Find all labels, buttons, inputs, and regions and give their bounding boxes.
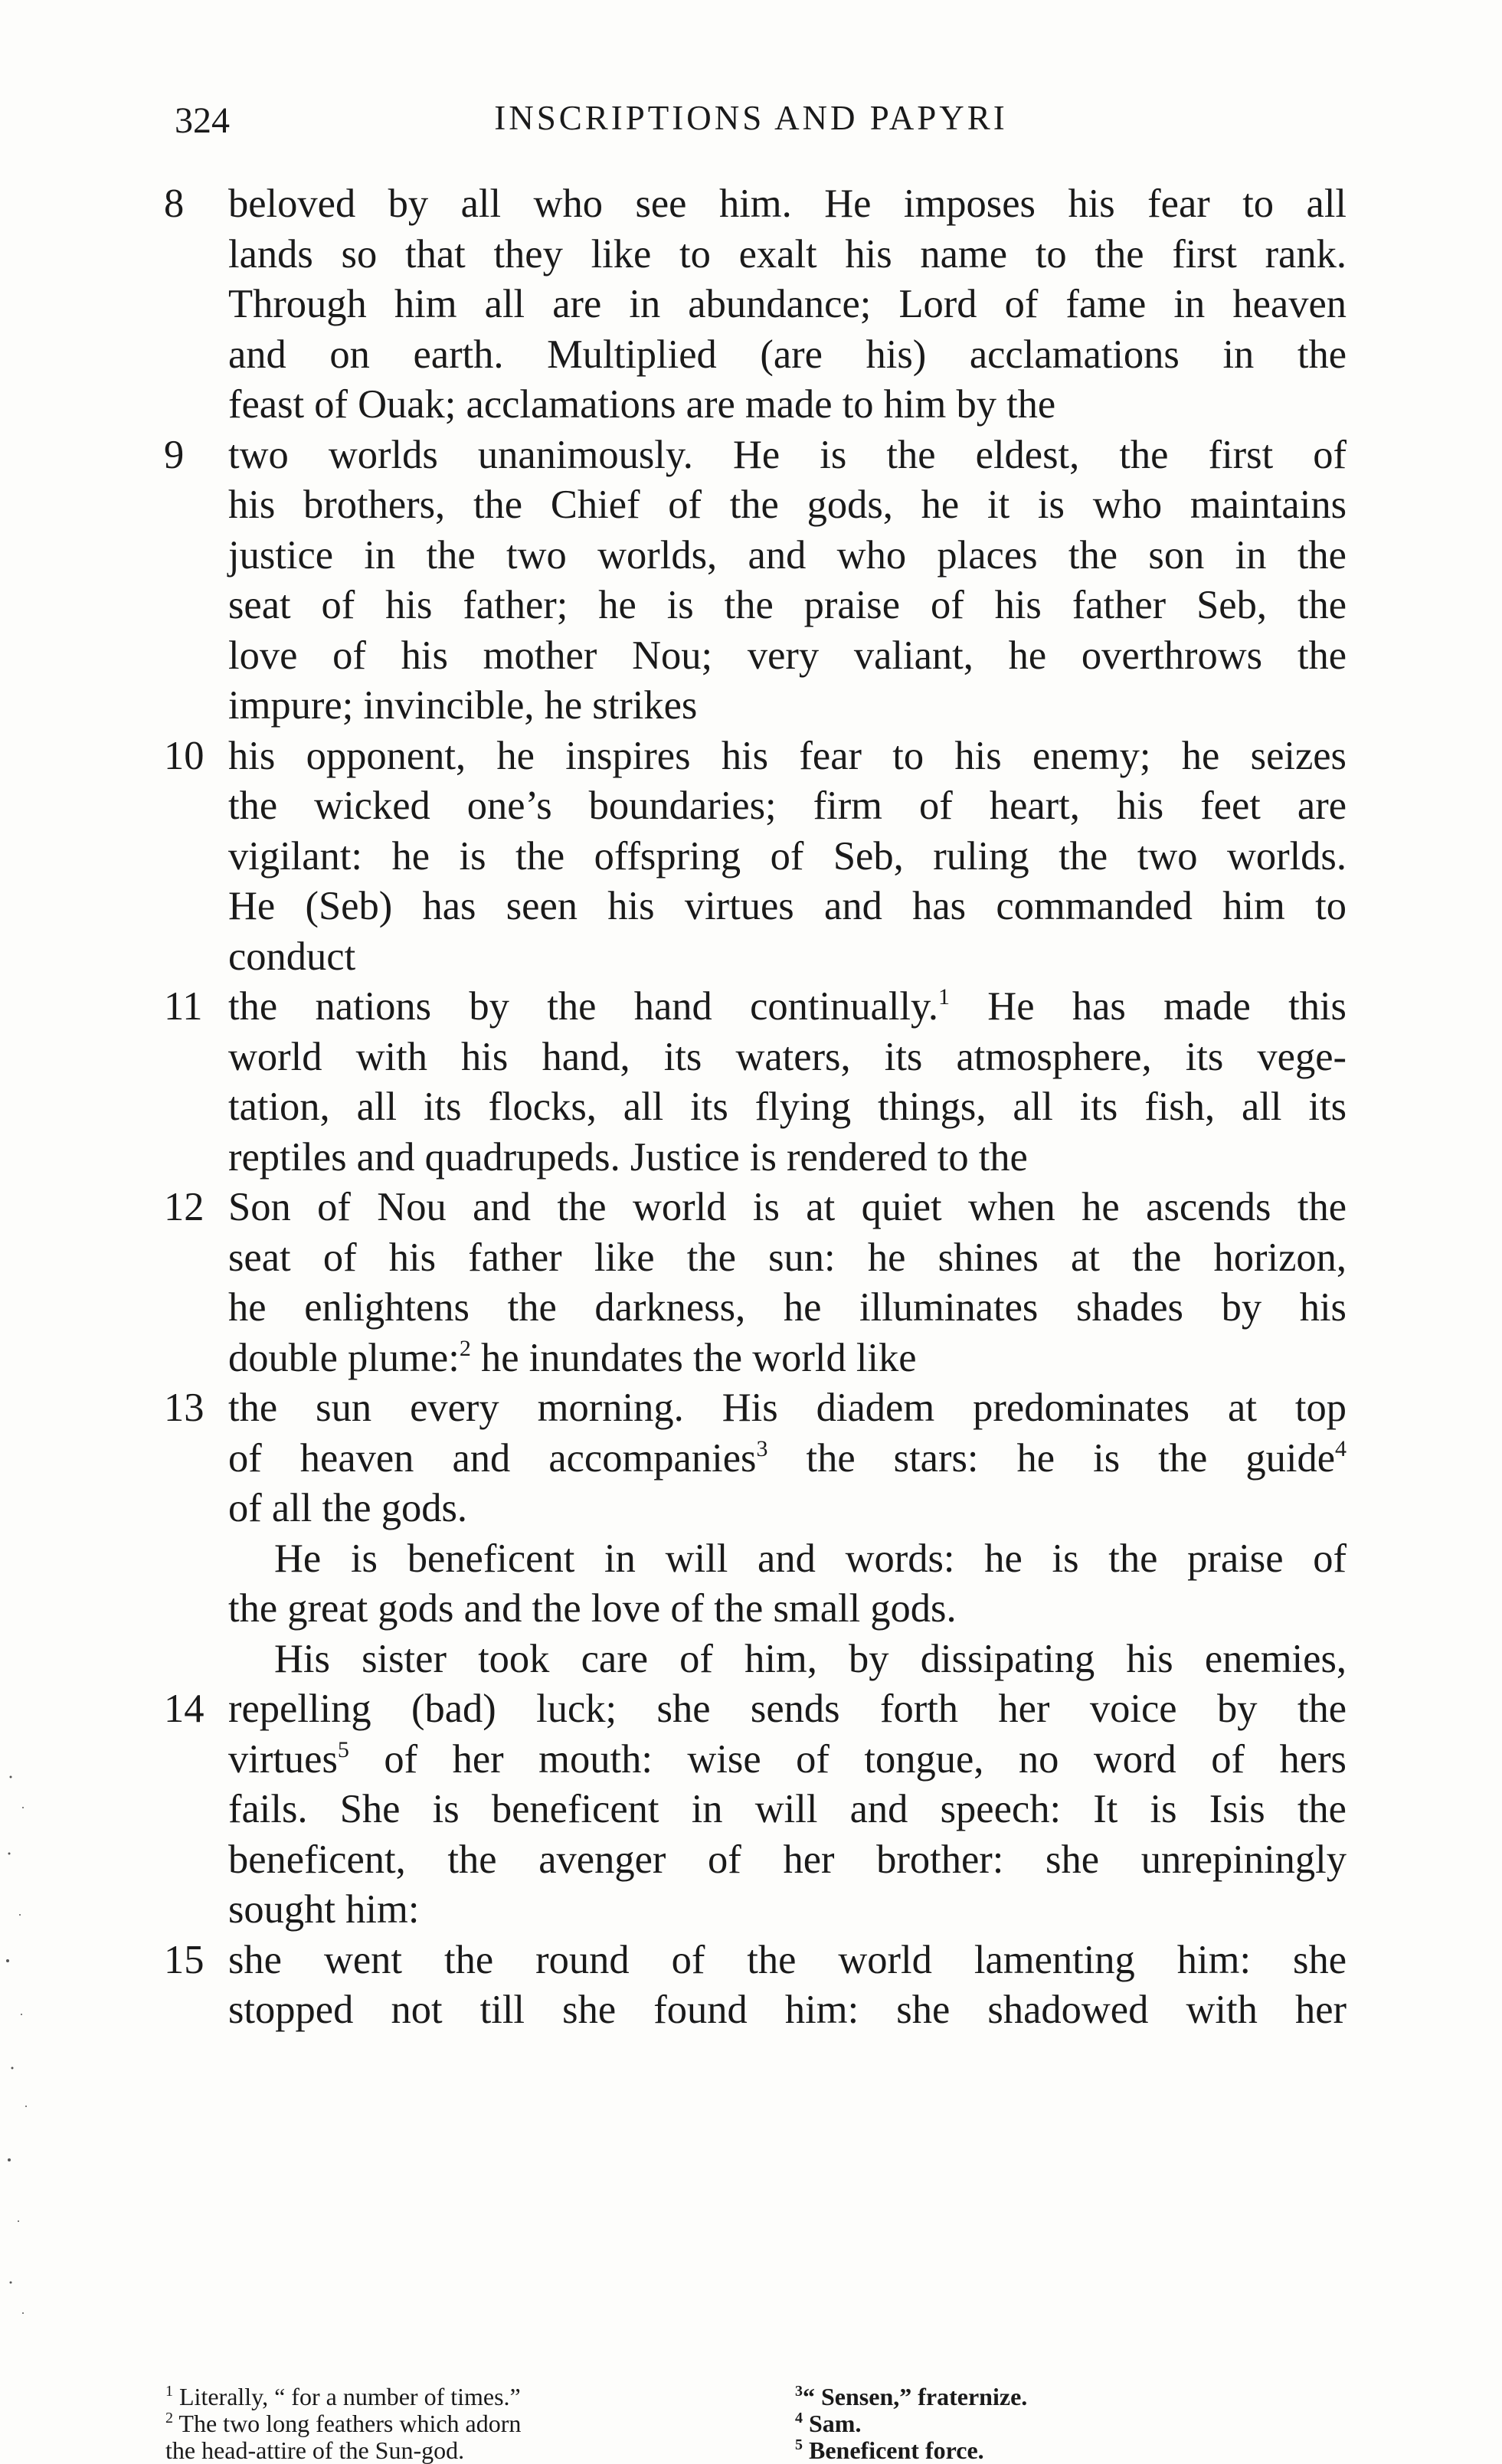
text-line <box>228 932 1347 983</box>
line-text: Son of Nou and the world is at quiet when he ascends the <box>228 1185 1347 1229</box>
footnote-mark: 4 <box>795 2410 803 2426</box>
text-line <box>164 1183 1347 1233</box>
text-line <box>228 1735 1347 1785</box>
line-text: beloved by all who see him. He imposes his fear to all <box>228 182 1347 226</box>
text-line <box>228 882 1347 932</box>
line-text: He is beneficent in will and words: he is the praise of <box>274 1536 1347 1581</box>
line-number: 8 <box>164 182 185 226</box>
text-line <box>228 1985 1347 2036</box>
text-line <box>164 731 1347 782</box>
footnotes-left-column <box>165 2384 748 2464</box>
text-line <box>164 179 1347 230</box>
line-text: she went the round of the world lamenting him: she <box>228 1937 1347 1982</box>
line-number: 15 <box>164 1937 205 1982</box>
footnote <box>795 2410 1331 2437</box>
line-text-cont: He has made this <box>949 984 1347 1029</box>
line-text: conduct <box>228 934 356 979</box>
line-text: virtues <box>228 1736 338 1782</box>
footnote-text: “ Sensen,” fraternize. <box>803 2383 1028 2410</box>
text-line <box>228 1785 1347 1835</box>
line-text: world with his hand, its waters, its atmosphere, its vege- <box>228 1034 1347 1079</box>
text-line <box>228 280 1347 330</box>
footnote-text: the head-attire of the Sun-god. <box>165 2436 465 2464</box>
footnote <box>795 2437 1331 2464</box>
text-line <box>228 1484 1347 1534</box>
line-text: and on earth. Multiplied (are his) acclamations in the <box>228 332 1347 377</box>
text-line <box>228 1434 1347 1484</box>
line-text: His sister took care of him, by dissipating his enemies, <box>274 1636 1347 1681</box>
text-line <box>228 230 1347 280</box>
text-line <box>228 1534 1347 1585</box>
text-line <box>228 480 1347 531</box>
line-number: 12 <box>164 1185 205 1229</box>
text-line <box>228 581 1347 631</box>
footnote-ref: 1 <box>938 984 950 1009</box>
line-text: double plume: <box>228 1335 460 1380</box>
line-number: 11 <box>164 984 203 1029</box>
text-line <box>228 1835 1347 1886</box>
text-line <box>228 631 1347 682</box>
line-text: sought him: <box>228 1887 420 1932</box>
footnote-ref: 4 <box>1335 1435 1347 1461</box>
line-text: his opponent, he inspires his fear to his enemy; he seizes <box>228 733 1347 778</box>
text-line <box>228 1584 1347 1634</box>
margin-specks <box>0 1762 77 2451</box>
footnote-ref: 5 <box>337 1736 349 1762</box>
line-text: He (Seb) has seen his virtues and has commanded him to <box>228 884 1347 928</box>
text-line <box>228 1133 1347 1183</box>
running-title: INSCRIPTIONS AND PAPYRI <box>494 99 1008 137</box>
text-line <box>228 1233 1347 1284</box>
line-text: two worlds unanimously. He is the eldest, the first of <box>228 432 1347 477</box>
line-text-cont: of her mouth: wise of tongue, no word of hers <box>349 1736 1347 1782</box>
line-number: 9 <box>164 432 185 477</box>
line-text: impure; invincible, he strikes <box>228 683 698 728</box>
line-number: 13 <box>164 1386 205 1430</box>
text-line <box>164 1684 1347 1735</box>
footnote <box>795 2384 1331 2410</box>
line-text-cont: the stars: he is the guide <box>767 1435 1335 1481</box>
footnote-mark: 3 <box>795 2383 803 2400</box>
text-line <box>164 982 1347 1032</box>
text-line <box>164 430 1347 481</box>
footnote <box>165 2384 748 2410</box>
line-text: of all the gods. <box>228 1486 468 1530</box>
line-text: love of his mother Nou; very valiant, he overthrows the <box>228 633 1347 678</box>
text-line <box>164 1936 1347 1986</box>
line-text: lands so that they like to exalt his name to the first rank. <box>228 231 1347 277</box>
text-line <box>228 1283 1347 1333</box>
text-line <box>228 781 1347 832</box>
line-text: tation, all its flocks, all its flying things, all its fish, all its <box>228 1085 1347 1129</box>
text-line <box>228 380 1347 430</box>
footnote-mark: 5 <box>795 2436 803 2453</box>
line-text: stopped not till she found him: she shadowed with her <box>228 1988 1347 2032</box>
text-line <box>228 1082 1347 1133</box>
text-line <box>228 832 1347 882</box>
line-text: the wicked one’s boundaries; firm of heart, his feet are <box>228 784 1347 828</box>
line-number: 14 <box>164 1687 205 1731</box>
footnote <box>165 2410 748 2437</box>
text-line <box>228 531 1347 581</box>
line-text: the sun every morning. His diadem predominates at top <box>228 1386 1347 1430</box>
footnote-text: Beneficent force. <box>803 2436 984 2464</box>
line-text: vigilant: he is the offspring of Seb, ruling the two worlds. <box>228 833 1347 879</box>
footnote-ref: 3 <box>756 1435 768 1461</box>
running-header <box>0 90 1502 152</box>
line-text-cont: he inundates the world like <box>470 1335 917 1380</box>
footnote-mark: 1 <box>165 2383 173 2400</box>
line-text: reptiles and quadrupeds. Justice is rendered to the <box>228 1134 1028 1180</box>
text-line <box>228 1634 1347 1685</box>
footnote-text: Sam. <box>803 2410 862 2437</box>
line-text: seat of his father; he is the praise of his father Seb, the <box>228 583 1347 627</box>
line-text: feast of Ouak; acclamations are made to him by the <box>228 382 1056 427</box>
text-line <box>228 1032 1347 1083</box>
footnotes-right-column <box>795 2384 1331 2464</box>
line-text: the great gods and the love of the small gods. <box>228 1586 957 1631</box>
line-text: of heaven and accompanies <box>228 1435 757 1481</box>
text-line <box>164 1383 1347 1434</box>
line-text: his brothers, the Chief of the gods, he it is who maintains <box>228 483 1347 527</box>
line-text: beneficent, the avenger of her brother: she unrepiningly <box>228 1837 1347 1882</box>
footnote-text: Literally, “ for a number of times.” <box>173 2383 521 2410</box>
line-text: Through him all are in abundance; Lord of fame in heaven <box>228 282 1347 326</box>
footnote-ref: 2 <box>459 1335 471 1361</box>
text-line <box>228 681 1347 731</box>
page-number: 324 <box>175 100 230 141</box>
line-text: the nations by the hand continually. <box>228 984 938 1029</box>
line-text: he enlightens the darkness, he illuminates shades by his <box>228 1285 1347 1330</box>
text-body <box>164 179 1347 2036</box>
footnote-text: The two long feathers which adorn <box>173 2410 522 2437</box>
line-text: justice in the two worlds, and who places the son in the <box>228 532 1347 578</box>
footnote-mark: 2 <box>165 2410 173 2426</box>
footnote <box>165 2437 748 2464</box>
text-line <box>228 330 1347 381</box>
text-line <box>228 1885 1347 1936</box>
line-number: 10 <box>164 733 205 778</box>
line-text: repelling (bad) luck; she sends forth her voice by the <box>228 1687 1347 1731</box>
text-line <box>228 1333 1347 1384</box>
line-text: seat of his father like the sun: he shines at the horizon, <box>228 1235 1347 1280</box>
line-text: fails. She is beneficent in will and speech: It is Isis the <box>228 1787 1347 1831</box>
